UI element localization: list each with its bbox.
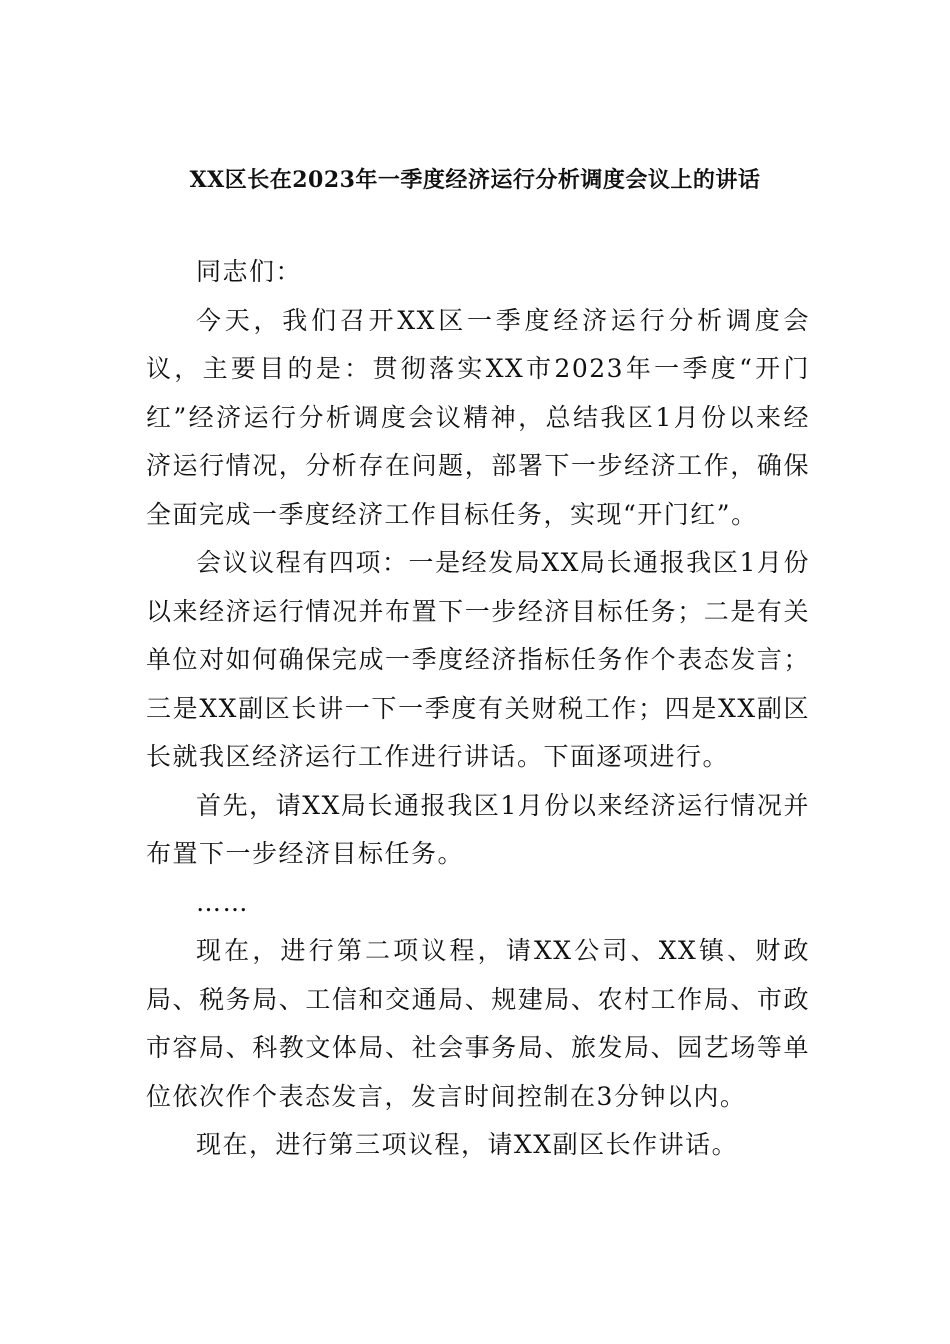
- second-item-paragraph: 现在，进行第二项议程，请XX公司、XX镇、财政局、税务局、工信和交通局、规建局、农村工作局、市政市容局、科教文体局、社会事务局、旅发局、园艺场等单位依次作个表态发言，发言时间控制在3分钟以内。: [146, 936, 810, 1111]
- document-body: [146, 248, 810, 1170]
- salutation-paragraph: 同志们：: [196, 257, 303, 286]
- first-item-paragraph: 首先，请XX局长通报我区1月份以来经济运行情况并布置下一步经济目标任务。: [146, 790, 810, 868]
- agenda-paragraph: 会议议程有四项：一是经发局XX局长通报我区1月份以来经济运行情况并布置下一步经济目标任务；二是有关单位对如何确保完成一季度经济指标任务作个表态发言；三是XX副区长讲一下一季度有关财税工作；四是XX副区长就我区经济运行工作进行讲话。下面逐项进行。: [146, 548, 810, 771]
- document-title: XX区长在2023年一季度经济运行分析调度会议上的讲话: [189, 167, 761, 193]
- ellipsis-paragraph: ……: [196, 887, 249, 917]
- intro-paragraph: 今天，我们召开XX区一季度经济运行分析调度会议，主要目的是：贯彻落实XX市2023年一季度“开门红”经济运行分析调度会议精神，总结我区1月份以来经济运行情况，分析存在问题，部署下一步经济工作，确保全面完成一季度经济工作目标任务，实现“开门红”。: [146, 305, 810, 529]
- third-item-paragraph: 现在，进行第三项议程，请XX副区长作讲话。: [196, 1130, 739, 1159]
